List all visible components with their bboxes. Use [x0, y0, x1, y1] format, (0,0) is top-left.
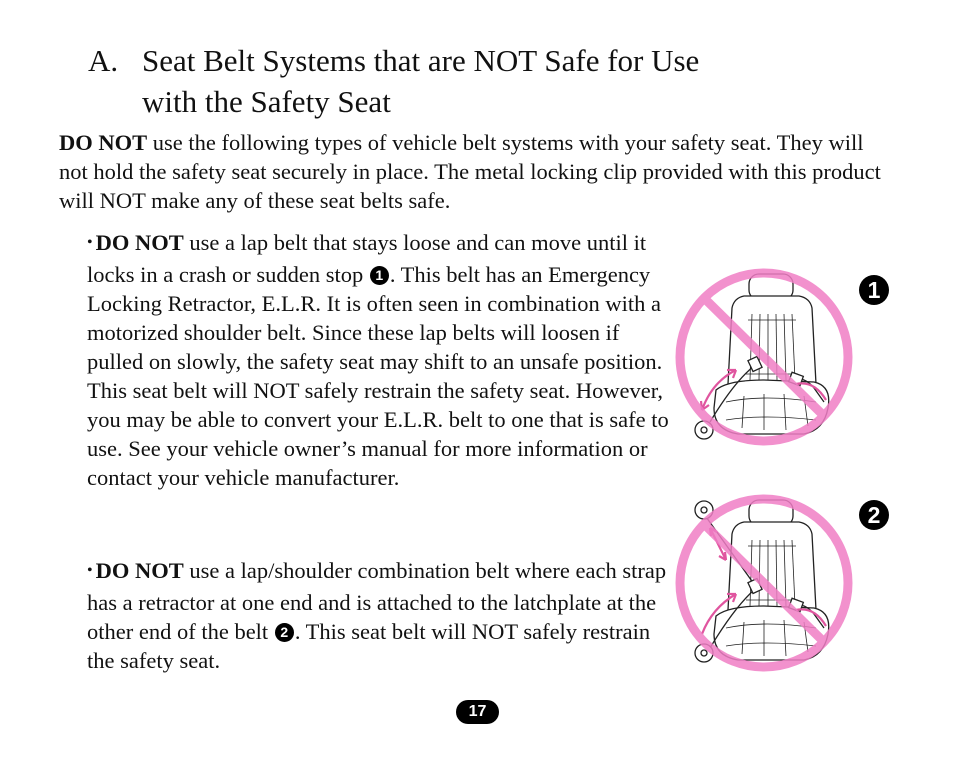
seat-back	[728, 296, 816, 387]
page-number: 17	[456, 700, 499, 724]
figure-1-lap-belt-illustration	[664, 262, 864, 452]
bullet-marker: •	[87, 562, 93, 579]
intro-warning: DO NOT	[59, 130, 148, 155]
bullet-marker: •	[87, 234, 93, 251]
figure-2-dual-retractor-illustration	[664, 488, 864, 678]
bullet-warning: DO NOT	[95, 230, 184, 255]
figure-ref-1: 1	[370, 266, 389, 285]
bullet-warning: DO NOT	[95, 558, 184, 583]
bullet-text-before: use a lap belt that stays loose and can move until it locks in a crash or sudden stop	[87, 230, 647, 287]
section-letter: A.	[88, 43, 119, 78]
figure-number-1: 1	[859, 275, 889, 305]
seat-back	[728, 522, 816, 613]
figure-number-2: 2	[859, 500, 889, 530]
intro-paragraph	[59, 128, 889, 215]
figure-ref-2: 2	[275, 623, 294, 642]
intro-text: use the following types of vehicle belt systems with your safety seat. They will not hold the safety seat securely in place. The metal locking clip provided with this product will NOT make any of these seat belts safe.	[59, 130, 881, 213]
bullet-dual-retractor-belt	[87, 556, 677, 675]
section-heading	[88, 40, 848, 122]
bullet-text-after: . This belt has an Emergency Locking Retractor, E.L.R. It is often seen in combination with a motorized shoulder belt. Since these lap belts will loosen if pulled on slowly, the safety seat may shift to an unsafe position. This seat belt will NOT safely restrain the safety seat. However, you may be able to convert your E.L.R. belt to one that is safe to use. See your vehicle owner’s manual for more information or contact your vehicle manufacturer.	[87, 262, 669, 490]
bullet-elr-lap-belt	[87, 228, 677, 492]
heading-line-1: Seat Belt Systems that are NOT Safe for Use	[142, 43, 700, 78]
bullet-text-before: use a lap/shoulder combination belt where each strap has a retractor at one end and is attached to the latchplate at the other end of the belt	[87, 558, 667, 644]
heading-line-2: with the Safety Seat	[142, 84, 391, 119]
bullet-text-after: . This seat belt will NOT safely restrain the safety seat.	[87, 619, 651, 673]
